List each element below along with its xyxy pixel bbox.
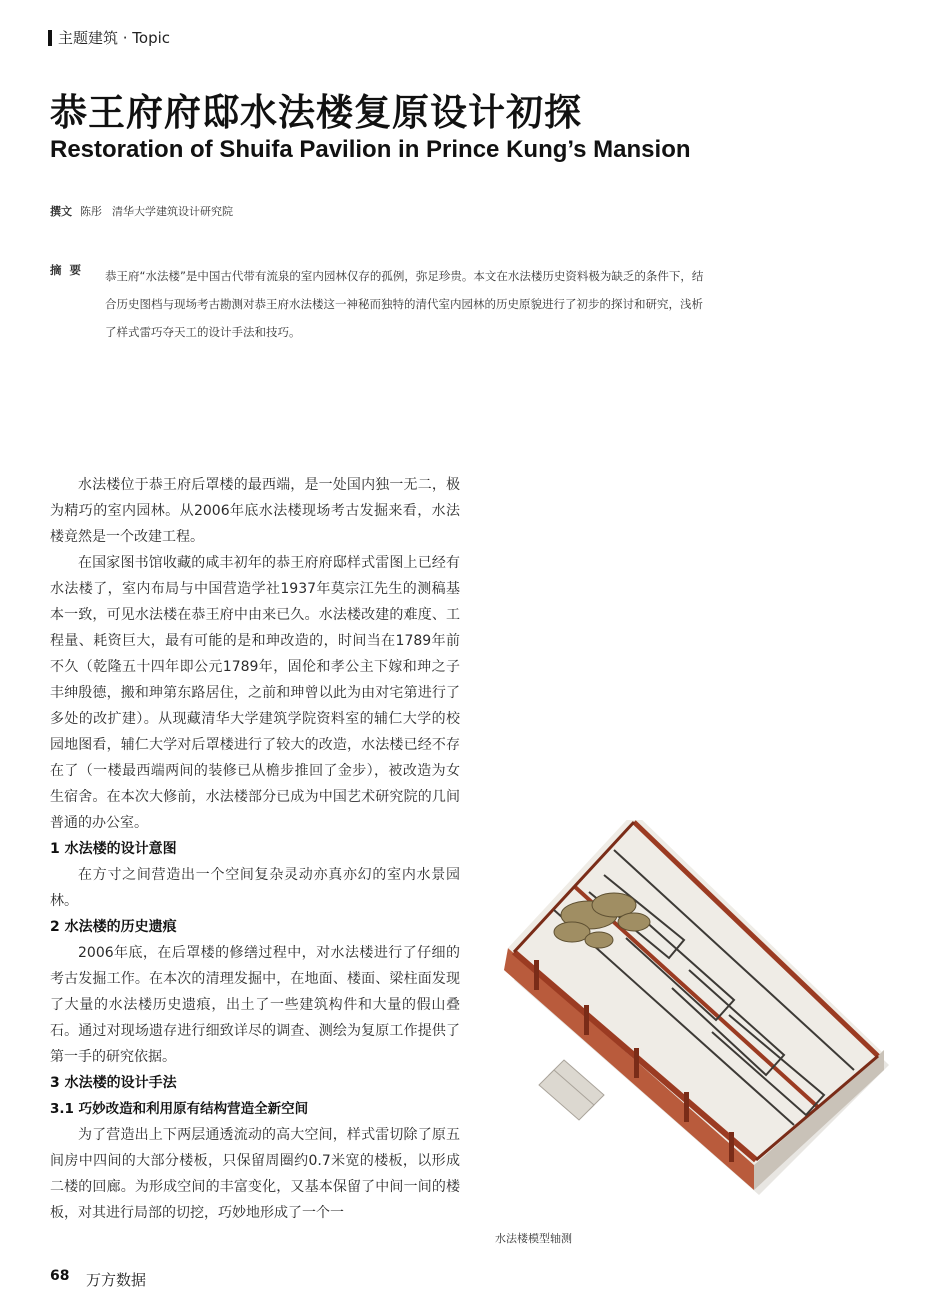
paragraph-1: 水法楼位于恭王府后罩楼的最西端，是一处国内独一无二，极为精巧的室内园林。从2006年底水法楼现场考古发掘来看，水法楼竟然是一个改建工程。 xyxy=(50,477,460,545)
paragraph-4: 2006年底，在后罩楼的修缮过程中，对水法楼进行了仔细的考古发掘工作。在本次的清理发掘中，在地面、楼面、梁柱面发现了大量的水法楼历史遗痕，出土了一些建筑构件和大量的假山叠石。通过对现场遗存进行细致详尽的调查、测绘为复原工作提供了第一手的研究依据。 xyxy=(50,945,460,1065)
heading-3: 3 水法楼的设计手法 xyxy=(50,1075,177,1091)
heading-2: 2 水法楼的历史遗痕 xyxy=(50,919,177,935)
section-tag xyxy=(48,27,170,48)
byline-affiliation: 清华大学建筑设计研究院 xyxy=(112,205,233,218)
section-bar xyxy=(48,30,52,46)
paragraph-2: 在国家图书馆收藏的咸丰初年的恭王府府邸样式雷图上已经有水法楼了，室内布局与中国营造学社1937年莫宗江先生的测稿基本一致，可见水法楼在恭王府中由来已久。水法楼改建的难度、工程量、耗资巨大，最有可能的是和珅改造的，时间当在1789年前不久（乾隆五十四年即公元1789年，固伦和孝公主下嫁和珅之子丰绅殷德，搬和珅第东路居住，之前和珅曾以此为由对宅第进行了多处的改扩建）。从现藏清华大学建筑学院资料室的辅仁大学的校园地图看，辅仁大学对后罩楼进行了较大的改造，水法楼已经不存在了（一楼最西端两间的装修已从檐步推回了金步），被改造为女生宿舍。在本次大修前，水法楼部分已成为中国艺术研究院的几间普通的办公室。 xyxy=(50,555,460,831)
body-column xyxy=(50,472,460,1226)
abstract-label: 摘要 xyxy=(50,263,89,277)
abstract-text: 恭王府“水法楼”是中国古代带有流泉的室内园林仅存的孤例，弥足珍贵。本文在水法楼历史资料极为缺乏的条件下，结合历史图档与现场考古勘测对恭王府水法楼这一神秘而独特的清代室内园林的历史原貌进行了初步的探讨和研究，浅析了样式雷巧夺天工的设计手法和技巧。 xyxy=(105,269,704,339)
byline-author: 陈彤 xyxy=(80,205,102,218)
section-label: 主题建筑 · Topic xyxy=(58,29,171,47)
page-number: 68 xyxy=(50,1268,70,1284)
abstract xyxy=(50,262,705,346)
title-english: Restoration of Shuifa Pavilion in Prince Kung’s Mansion xyxy=(50,136,691,163)
subheading-3-1: 3.1 巧妙改造和利用原有结构营造全新空间 xyxy=(50,1101,309,1117)
byline xyxy=(50,203,233,219)
byline-label: 撰文 xyxy=(50,205,72,218)
paragraph-3: 在方寸之间营造出一个空间复杂灵动亦真亦幻的室内水景园林。 xyxy=(50,867,460,909)
watermark: 万方数据 xyxy=(86,1271,147,1289)
heading-1: 1 水法楼的设计意图 xyxy=(50,841,177,857)
title-chinese: 恭王府府邸水法楼复原设计初探 xyxy=(50,91,582,134)
entry-steps xyxy=(539,1060,604,1120)
paragraph-5: 为了营造出上下两层通透流动的高大空间，样式雷切除了原五间房中四间的大部分楼板，只保留周圈约0.7米宽的楼板，以形成二楼的回廊。为形成空间的丰富变化，又基本保留了中间一间的楼板，对其进行局部的切挖，巧妙地形成了一个一 xyxy=(50,1127,460,1221)
axonometric-model-figure xyxy=(494,820,894,1200)
figure-caption: 水法楼模型轴测 xyxy=(495,1232,572,1245)
